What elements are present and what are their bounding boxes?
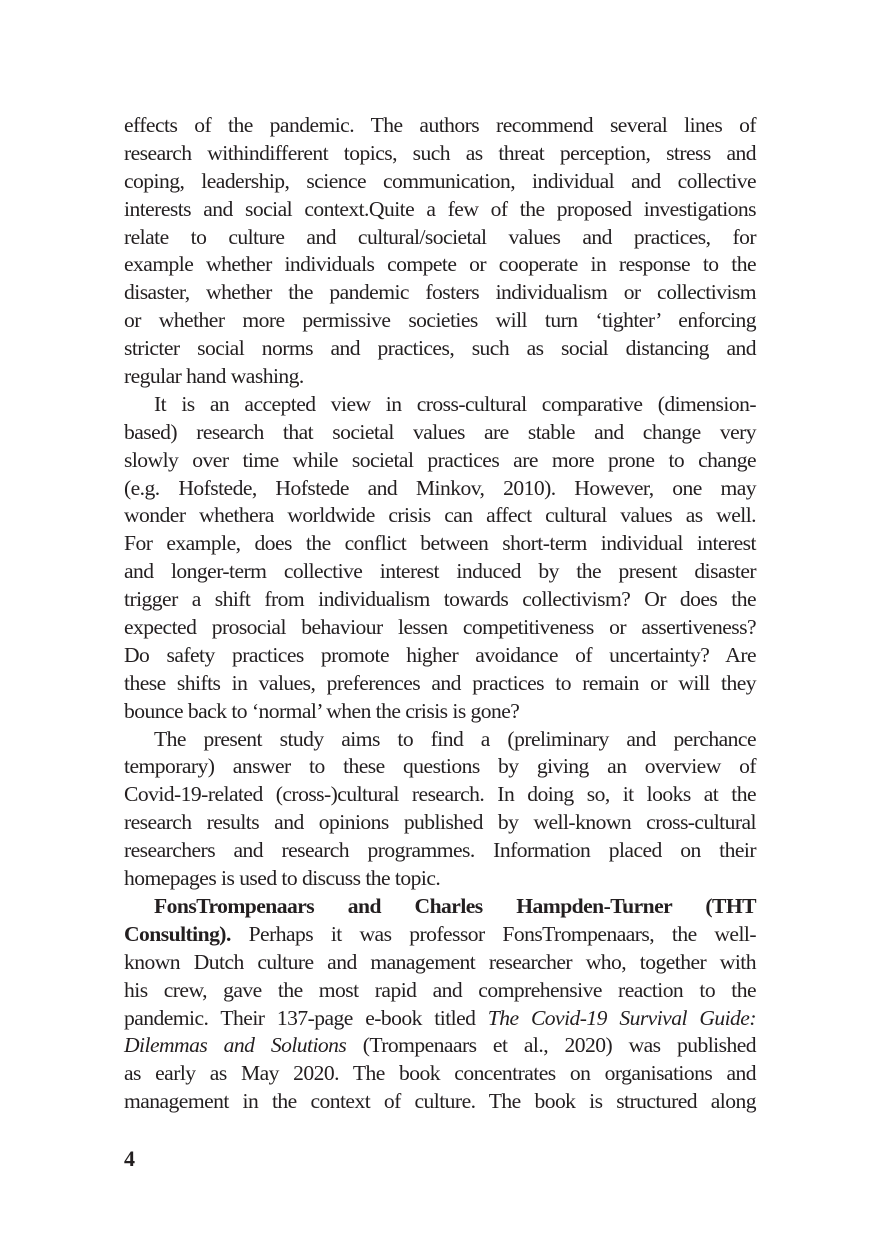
text-line: management in the context of culture. The book is structured along	[124, 1089, 756, 1114]
section-heading-line: FonsTrompenaars and Charles Hampden-Turner (THT	[154, 893, 756, 918]
text-line: effects of the pandemic. The authors recommend several lines of	[124, 113, 756, 137]
text-line: disaster, whether the pandemic fosters individualism or collectivism	[124, 280, 756, 305]
text-line: bounce back to ‘normal’ when the crisis is gone?	[124, 698, 520, 723]
text-line	[124, 1005, 756, 1033]
text-run: pandemic. Their 137-page e-book titled	[124, 1005, 488, 1030]
text-line: homepages is used to discuss the topic.	[124, 866, 441, 891]
text-line: research withindifferent topics, such as threat perception, stress and	[124, 140, 756, 165]
text-line: temporary) answer to these questions by giving an overview of	[124, 754, 756, 779]
text-line: expected prosocial behaviour lessen competitiveness or assertiveness?	[124, 615, 756, 640]
text-line: interests and social context.Quite a few of the proposed investigations	[124, 196, 756, 221]
text-line: his crew, gave the most rapid and comprehensive reaction to the	[124, 977, 756, 1002]
text-line: The present study aims to find a (preliminary and perchance	[154, 726, 756, 751]
text-line: coping, leadership, science communication, individual and collective	[124, 168, 756, 193]
section-heading-tail: Consulting).	[124, 921, 231, 946]
book-title-continued: Dilemmas and Solutions	[124, 1033, 347, 1058]
text-line: these shifts in values, preferences and practices to remain or will they	[124, 670, 756, 695]
text-line: example whether individuals compete or cooperate in response to the	[124, 252, 756, 277]
text-line: stricter social norms and practices, such as social distancing and	[124, 336, 756, 361]
text-line: Do safety practices promote higher avoidance of uncertainty? Are	[124, 642, 756, 667]
text-line: relate to culture and cultural/societal values and practices, for	[124, 224, 756, 249]
text-line: For example, does the conflict between short-term individual interest	[124, 531, 756, 556]
body-text	[124, 112, 756, 1116]
page-number: 4	[124, 1146, 135, 1171]
text-run: Perhaps it was professor FonsTrompenaars, the well-	[230, 921, 756, 946]
text-line: It is an accepted view in cross-cultural comparative (dimension-	[154, 391, 756, 416]
text-run: (Trompenaars et al., 2020) was published	[346, 1033, 756, 1058]
text-line: slowly over time while societal practices are more prone to change	[124, 447, 756, 472]
paragraph-3	[124, 726, 756, 893]
text-line: researchers and research programmes. Information placed on their	[124, 838, 756, 863]
paragraph-4	[124, 893, 756, 1116]
text-line: or whether more permissive societies will turn ‘tighter’ enforcing	[124, 308, 756, 333]
text-line	[124, 921, 756, 949]
text-line: as early as May 2020. The book concentrates on organisations and	[124, 1061, 756, 1086]
book-title: The Covid-19 Survival Guide:	[487, 1005, 756, 1030]
text-line: (e.g. Hofstede, Hofstede and Minkov, 2010). However, one may	[124, 475, 756, 500]
text-line: research results and opinions published by well-known cross-cultural	[124, 810, 756, 835]
text-line: and longer-term collective interest induced by the present disaster	[124, 559, 756, 584]
paragraph-1	[124, 112, 756, 391]
text-line: regular hand washing.	[124, 364, 304, 389]
text-line: Covid-19-related (cross-)cultural research. In doing so, it looks at the	[124, 782, 756, 807]
text-line: known Dutch culture and management researcher who, together with	[124, 949, 756, 974]
text-line: based) research that societal values are stable and change very	[124, 419, 756, 444]
text-line	[124, 1032, 756, 1060]
text-line: trigger a shift from individualism towards collectivism? Or does the	[124, 587, 756, 612]
text-line: wonder whethera worldwide crisis can affect cultural values as well.	[124, 503, 756, 528]
paragraph-2	[124, 391, 756, 726]
